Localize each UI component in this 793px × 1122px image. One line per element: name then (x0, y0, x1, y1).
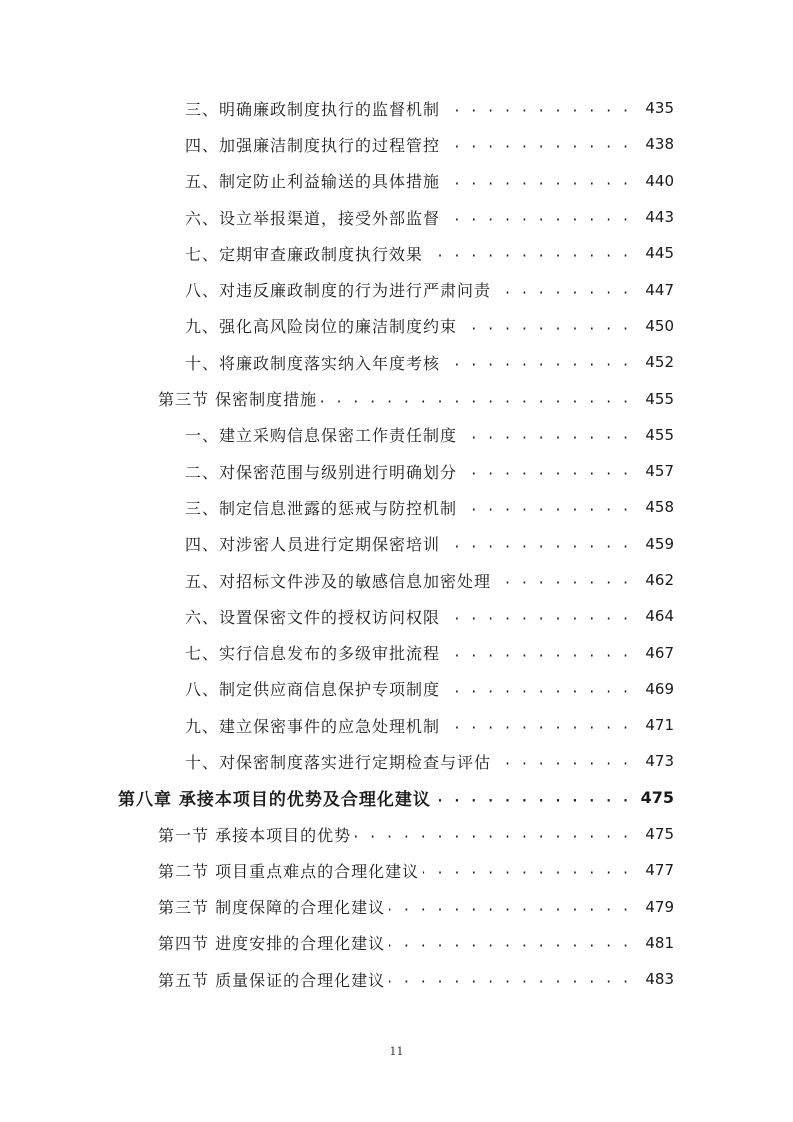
toc-entry-page: 450 (630, 317, 674, 335)
toc-dot-leader (427, 235, 630, 271)
toc-entry-page: 458 (630, 498, 674, 516)
toc-entry-page: 455 (630, 426, 674, 444)
toc-dot-leader (355, 816, 630, 852)
toc-dot-leader (444, 671, 630, 707)
toc-dot-leader (495, 743, 630, 779)
table-of-contents (0, 90, 793, 997)
toc-entry-page: 455 (630, 390, 674, 408)
toc-subsection-entry[interactable] (0, 344, 793, 380)
toc-entry-page: 443 (630, 208, 674, 226)
toc-subsection-entry[interactable] (0, 308, 793, 344)
toc-dot-leader (389, 925, 630, 961)
toc-entry-page: 479 (630, 898, 674, 916)
toc-entry-page: 473 (630, 752, 674, 770)
toc-entry-page: 457 (630, 462, 674, 480)
toc-entry-page: 477 (630, 861, 674, 879)
toc-entry-page: 481 (630, 934, 674, 952)
toc-entry-title: 第三节 制度保障的合理化建议 (158, 895, 389, 918)
toc-entry-page: 462 (630, 571, 674, 589)
toc-entry-title: 五、对招标文件涉及的敏感信息加密处理 (185, 569, 495, 592)
toc-dot-leader (495, 562, 630, 598)
toc-subsection-entry[interactable] (0, 271, 793, 307)
toc-dot-leader (389, 889, 630, 925)
toc-entry-title: 四、对涉密人员进行定期保密培训 (185, 532, 444, 555)
toc-entry-title: 一、建立采购信息保密工作责任制度 (185, 423, 461, 446)
toc-entry-page: 459 (630, 535, 674, 553)
toc-entry-title: 第二节 项目重点难点的合理化建议 (158, 859, 423, 882)
toc-section-entry[interactable] (0, 816, 793, 852)
toc-entry-page: 471 (630, 716, 674, 734)
toc-entry-title: 八、对违反廉政制度的行为进行严肃问责 (185, 278, 495, 301)
toc-entry-page: 452 (630, 353, 674, 371)
toc-entry-title: 六、设立举报渠道，接受外部监督 (185, 206, 444, 229)
toc-dot-leader (444, 526, 630, 562)
toc-entry-page: 445 (630, 244, 674, 262)
toc-entry-title: 八、制定供应商信息保护专项制度 (185, 677, 444, 700)
toc-section-entry[interactable] (0, 961, 793, 997)
toc-subsection-entry[interactable] (0, 199, 793, 235)
toc-entry-title: 第四节 进度安排的合理化建议 (158, 931, 389, 954)
toc-dot-leader (444, 199, 630, 235)
toc-subsection-entry[interactable] (0, 489, 793, 525)
toc-dot-leader (461, 308, 630, 344)
toc-dot-leader (444, 90, 630, 126)
toc-entry-title: 九、强化高风险岗位的廉洁制度约束 (185, 314, 461, 337)
toc-dot-leader (461, 417, 630, 453)
toc-entry-page: 483 (630, 970, 674, 988)
toc-entry-title: 九、建立保密事件的应急处理机制 (185, 714, 444, 737)
toc-entry-page: 475 (630, 825, 674, 843)
toc-dot-leader (461, 489, 630, 525)
toc-entry-title: 五、制定防止利益输送的具体措施 (185, 169, 444, 192)
toc-dot-leader (423, 852, 630, 888)
toc-dot-leader (444, 163, 630, 199)
toc-entry-title: 十、将廉政制度落实纳入年度考核 (185, 351, 444, 374)
toc-section-entry[interactable] (0, 889, 793, 925)
toc-entry-page: 475 (630, 788, 674, 807)
toc-entry-title: 七、定期审查廉政制度执行效果 (185, 242, 427, 265)
toc-subsection-entry[interactable] (0, 526, 793, 562)
toc-subsection-entry[interactable] (0, 671, 793, 707)
toc-subsection-entry[interactable] (0, 598, 793, 634)
toc-entry-title: 三、明确廉政制度执行的监督机制 (185, 97, 444, 120)
toc-subsection-entry[interactable] (0, 634, 793, 670)
toc-entry-page: 447 (630, 281, 674, 299)
toc-subsection-entry[interactable] (0, 562, 793, 598)
toc-entry-title: 第八章 承接本项目的优势及合理化建议 (118, 785, 435, 810)
toc-subsection-entry[interactable] (0, 126, 793, 162)
toc-subsection-entry[interactable] (0, 163, 793, 199)
toc-entry-title: 第三节 保密制度措施 (158, 387, 321, 410)
toc-subsection-entry[interactable] (0, 90, 793, 126)
toc-dot-leader (389, 961, 630, 997)
page-number: 11 (389, 1045, 404, 1058)
toc-dot-leader (444, 344, 630, 380)
toc-entry-page: 467 (630, 644, 674, 662)
toc-section-entry[interactable] (0, 852, 793, 888)
toc-section-entry[interactable] (0, 380, 793, 416)
toc-entry-page: 469 (630, 680, 674, 698)
toc-dot-leader (495, 271, 630, 307)
toc-entry-page: 464 (630, 607, 674, 625)
toc-entry-title: 四、加强廉洁制度执行的过程管控 (185, 133, 444, 156)
toc-entry-title: 第一节 承接本项目的优势 (158, 823, 355, 846)
toc-entry-title: 二、对保密范围与级别进行明确划分 (185, 460, 461, 483)
toc-subsection-entry[interactable] (0, 235, 793, 271)
toc-dot-leader (321, 380, 630, 416)
toc-subsection-entry[interactable] (0, 707, 793, 743)
toc-subsection-entry[interactable] (0, 453, 793, 489)
toc-subsection-entry[interactable] (0, 417, 793, 453)
toc-entry-title: 六、设置保密文件的授权访问权限 (185, 605, 444, 628)
toc-dot-leader (444, 598, 630, 634)
toc-entry-page: 438 (630, 135, 674, 153)
toc-entry-page: 440 (630, 172, 674, 190)
toc-dot-leader (461, 453, 630, 489)
toc-dot-leader (435, 780, 630, 816)
toc-entry-title: 十、对保密制度落实进行定期检查与评估 (185, 750, 495, 773)
toc-subsection-entry[interactable] (0, 743, 793, 779)
toc-section-entry[interactable] (0, 925, 793, 961)
toc-chapter-entry[interactable] (0, 780, 793, 816)
toc-entry-page: 435 (630, 99, 674, 117)
toc-entry-title: 第五节 质量保证的合理化建议 (158, 968, 389, 991)
toc-entry-title: 七、实行信息发布的多级审批流程 (185, 641, 444, 664)
toc-entry-title: 三、制定信息泄露的惩戒与防控机制 (185, 496, 461, 519)
toc-dot-leader (444, 126, 630, 162)
toc-dot-leader (444, 634, 630, 670)
toc-dot-leader (444, 707, 630, 743)
